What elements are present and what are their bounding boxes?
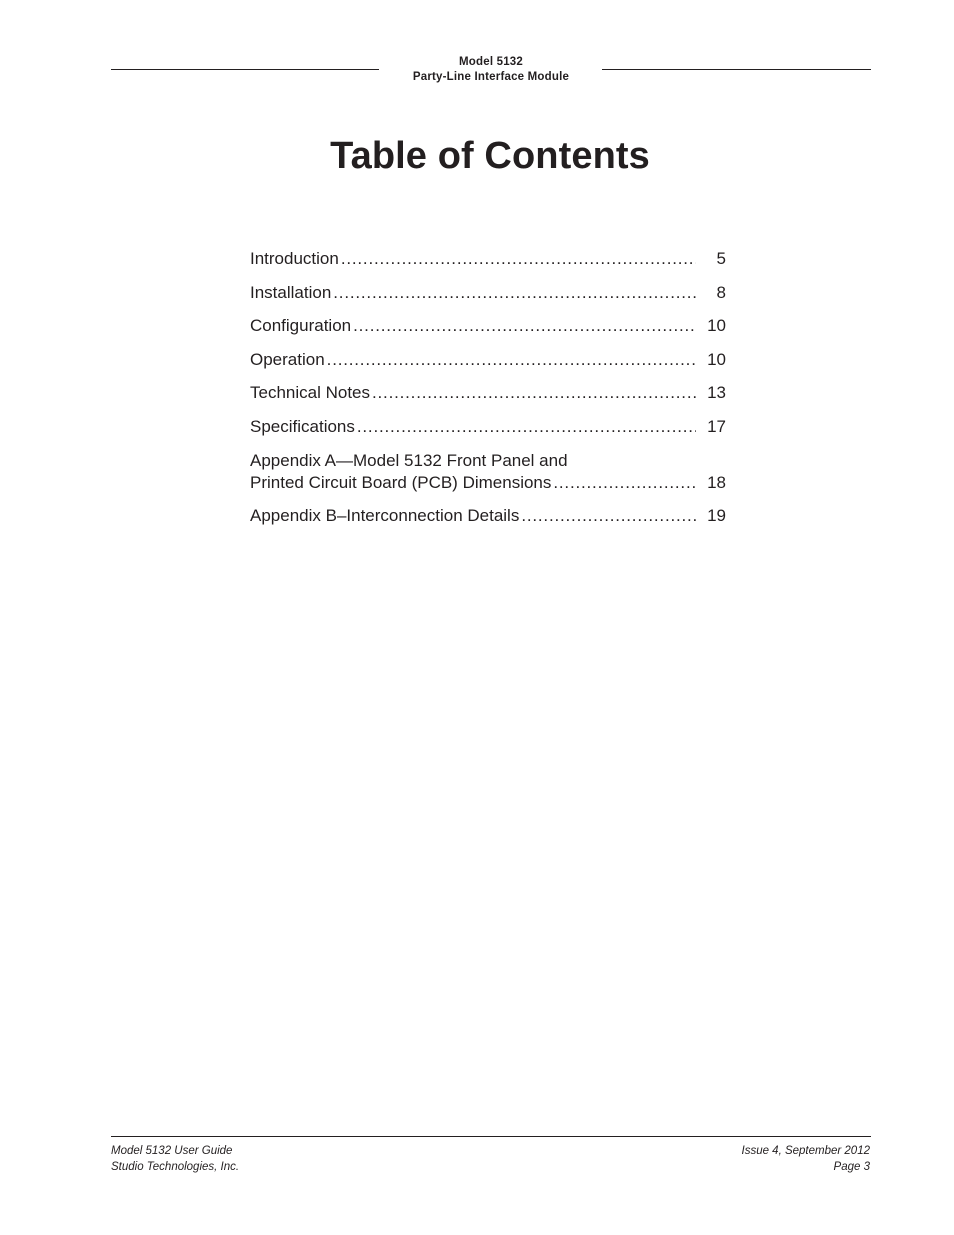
toc-entry-installation[interactable] <box>250 282 726 304</box>
toc-entry-appendix-b[interactable] <box>250 505 726 527</box>
toc-entry-title: Specifications <box>250 416 355 436</box>
toc-entry-page: 17 <box>707 416 726 436</box>
toc-entry-operation[interactable] <box>250 349 726 371</box>
toc-entry-title-line1: Appendix A—Model 5132 Front Panel and <box>250 450 568 470</box>
toc-entry-title: Printed Circuit Board (PCB) Dimensions <box>250 472 552 492</box>
toc-entry-page: 8 <box>716 282 726 302</box>
toc-dot-leader <box>353 315 696 337</box>
toc-entry-page: 10 <box>707 349 726 369</box>
header-rule-right <box>602 69 871 70</box>
header-product: Party-Line Interface Module <box>412 71 570 83</box>
toc-dot-leader <box>357 416 696 438</box>
toc-entry-page: 13 <box>707 383 726 403</box>
footer-left <box>111 1144 239 1175</box>
toc-entry-page: 10 <box>707 316 726 336</box>
header-rule-left <box>111 69 379 70</box>
toc-entry-title: Configuration <box>250 316 352 336</box>
toc-entry-title: Installation <box>250 282 332 302</box>
footer-right <box>742 1144 871 1175</box>
toc-dot-leader <box>521 505 696 527</box>
toc-dot-leader <box>372 382 696 404</box>
toc-entry-introduction[interactable] <box>250 248 726 270</box>
toc-entry-appendix-a[interactable] <box>250 450 726 494</box>
footer-page-number: Page 3 <box>833 1160 870 1173</box>
toc-entry-page: 19 <box>707 506 726 526</box>
header-model: Model 5132 <box>459 56 523 68</box>
toc-entry-title: Introduction <box>250 249 339 268</box>
toc-dot-leader <box>341 248 696 270</box>
toc-entry-configuration[interactable] <box>250 315 726 337</box>
toc-dot-leader <box>553 472 696 494</box>
footer-guide-name: Model 5132 User Guide <box>111 1145 233 1157</box>
toc-dot-leader <box>327 349 696 371</box>
running-header <box>380 55 602 85</box>
table-of-contents <box>250 248 726 539</box>
toc-entry-specifications[interactable] <box>250 416 726 438</box>
toc-entry-technical-notes[interactable] <box>250 382 726 404</box>
toc-entry-title: Operation <box>250 349 325 369</box>
page-title: Table of Contents <box>330 135 650 177</box>
toc-entry-title: Technical Notes <box>250 383 371 403</box>
footer-rule <box>111 1136 871 1137</box>
toc-entry-page: 5 <box>716 249 726 268</box>
toc-entry-page: 18 <box>707 472 726 492</box>
footer-issue: Issue 4, September 2012 <box>741 1145 870 1157</box>
toc-dot-leader <box>333 282 696 304</box>
footer-company: Studio Technologies, Inc. <box>111 1160 240 1173</box>
toc-entry-title: Appendix B–Interconnection Details <box>250 506 520 526</box>
